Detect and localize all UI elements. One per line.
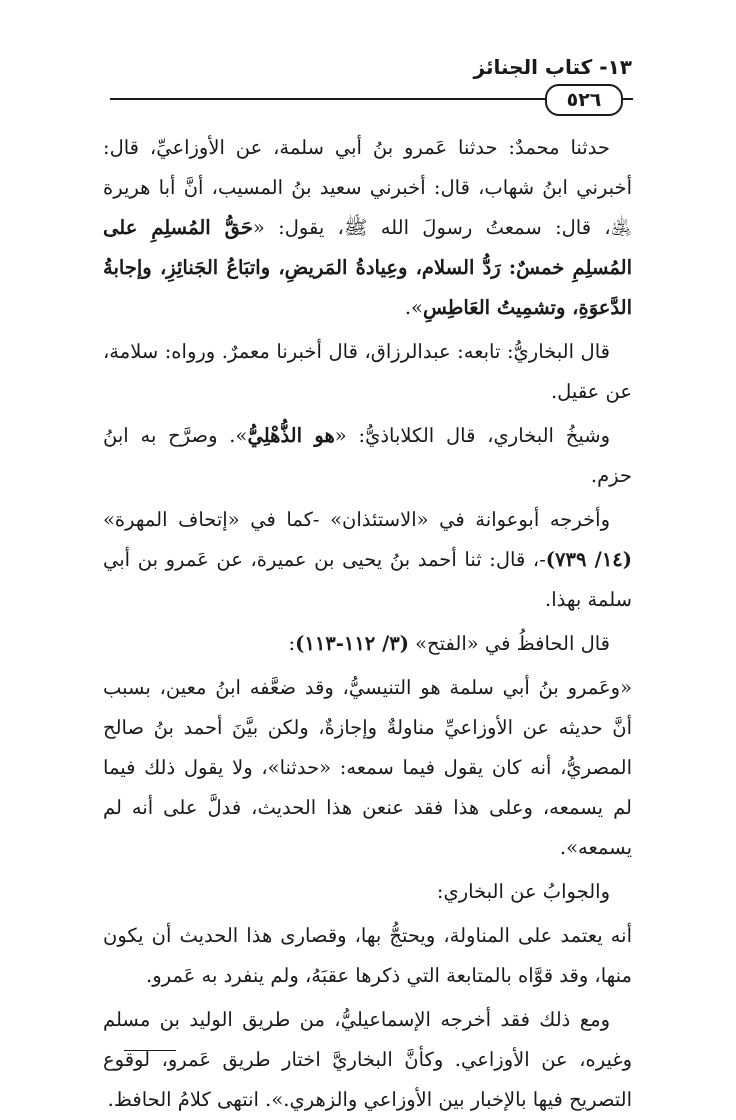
emphasized-text: (١٤/ ٧٣٩) — [545, 548, 632, 571]
emphasized-text: (٣/ ١١٢-١١٣) — [295, 632, 409, 655]
paragraph — [103, 500, 632, 620]
paragraph-text: قال البخاريُّ: تابعه: عبدالرزاق، قال أخبرنا معمرٌ. ورواه: سلامة، عن عقيل. — [103, 340, 632, 403]
paragraph-text: حدثنا محمدٌ: حدثنا عَمرو بنُ أبي سلمة، عن الأوزاعيِّ، قال: أخبرني ابنُ شهاب، قال: أخبرني سعيد بنُ المسيب، أنَّ أبا هريرة ﵁، قال: سمعتُ رسولَ الله ﷺ، يقول: « — [103, 136, 632, 239]
paragraph — [103, 1000, 632, 1120]
paragraph-text: : — [288, 632, 296, 655]
paragraph-text: ». وصرَّح به ابنُ حزم. — [103, 424, 632, 487]
paragraph-text: ومع ذلك فقد أخرجه الإسماعيليُّ، من طريق الوليد بن مسلم وغيره، عن الأوزاعي. وكأنَّ البخاريَّ اختار طريق عَمرو، لوقوع التصريح فيها بالإخبار بين الأوزاعي والزهري.». انتهى كلامُ الحافظ. — [103, 1008, 632, 1111]
page-number: ٥٢٦ — [545, 84, 623, 116]
paragraph-text: وشيخُ البخاري، قال الكلاباذيُّ: « — [334, 424, 611, 447]
paragraph — [103, 872, 632, 912]
paragraph-text: والجوابُ عن البخاري: — [436, 880, 610, 903]
paragraph — [103, 916, 632, 996]
paragraph-text: قال الحافظُ في «الفتح» — [408, 632, 610, 655]
page-body — [103, 128, 632, 1120]
paragraph — [103, 624, 632, 664]
emphasized-text: هو الذُّهْلِيُّ — [247, 424, 335, 447]
paragraph-text: ». — [404, 296, 423, 319]
paragraph — [103, 416, 632, 496]
paragraph-text: -، قال: ثنا أحمد بنُ يحيى بن عميرة، عن عَمرو بن أبي سلمة بهذا. — [103, 548, 632, 611]
paragraph — [103, 128, 632, 328]
paragraph-text: أنه يعتمد على المناولة، ويحتجُّ بها، وقصارى هذا الحديث أن يكون منها، وقد قوَّاه بالمتابعة التي ذكرها عقبَهُ، ولم ينفرد به عَمرو. — [103, 924, 632, 987]
paragraph-text: وأخرجه أبوعوانة في «الاستئذان» -كما في «إتحاف المهرة» — [103, 508, 610, 531]
paragraph-text: «وعَمرو بنُ أبي سلمة هو التنيسيُّ، وقد ضعَّفه ابنُ معين، بسبب أنَّ حديثه عن الأوزاعيِّ مناولةٌ وإجازةٌ، ولكن بيَّنَ أحمد بنُ صالح المصريُّ، أنه كان يقول فيما سمعه: «حدثنا»، ولا يقول ذلك فيما لم يسمعه، وعلى هذا فقد عنعن هذا الحديث، فدلَّ على أنه لم يسمعه». — [103, 676, 632, 859]
paragraph — [103, 668, 632, 868]
footnote-rule — [124, 1050, 176, 1051]
chapter-title: ١٣- كتاب الجنائز — [473, 55, 632, 79]
paragraph — [103, 332, 632, 412]
emphasized-text: حَقُّ المُسلِمِ على المُسلِمِ خمسٌ: رَدُّ السلام، وعِيادةُ المَريضِ، واتبَاعُ الجَنائِزِ، وإجابةُ الدَّعوَةِ، وتشمِيتُ العَاطِسِ — [103, 216, 632, 319]
